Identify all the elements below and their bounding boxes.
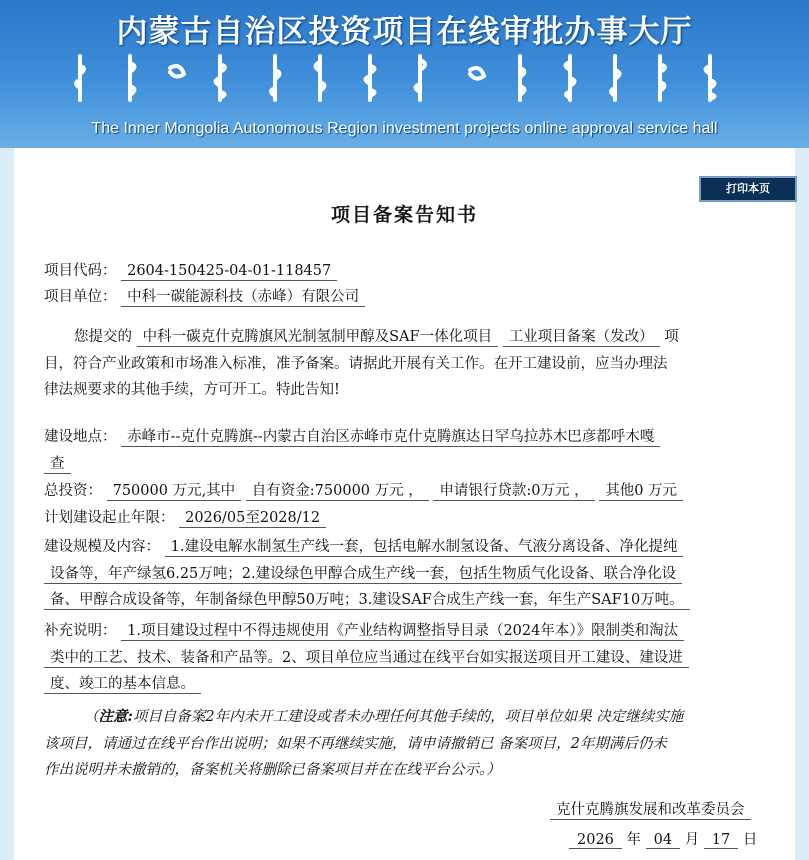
- location-label: 建设地点：: [44, 429, 117, 445]
- other-fund-value: 其他0 万元: [599, 483, 683, 501]
- issue-date: [569, 828, 757, 849]
- date-month-unit: 月: [684, 832, 700, 848]
- period-row: [44, 505, 326, 531]
- print-button[interactable]: 打印本页: [699, 176, 797, 202]
- scale-line-1: 1.建设电解水制氢生产线一套，包括电解水制氢设备、气液分离设备、净化提纯: [165, 539, 684, 557]
- note-bold-label: 注意:: [98, 708, 133, 725]
- investment-row: [44, 478, 683, 504]
- supplement-label: 补充说明：: [44, 623, 117, 639]
- banner-title-english: The Inner Mongolia Autonomous Region investment projects online approval service hall: [91, 120, 718, 137]
- project-code-row: [44, 258, 337, 284]
- scale-label: 建设规模及内容：: [44, 539, 160, 555]
- date-day-unit: 日: [742, 832, 758, 848]
- project-unit-row: [44, 284, 365, 310]
- document-title: 项目备案告知书: [330, 204, 478, 226]
- investment-label: 总投资：: [44, 483, 102, 499]
- header-banner: [0, 0, 809, 148]
- banner-title-chinese: 内蒙古自治区投资项目在线审批办事大厅: [116, 14, 693, 50]
- project-code-label: 项目代码：: [44, 263, 117, 279]
- self-fund-value: 自有资金:750000 万元 ，: [246, 483, 429, 501]
- bank-loan-value: 申请银行贷款:0万元 ，: [433, 483, 594, 501]
- intro-project-name: 中科一碳克什克腾旗风光制氢制甲醇及SAF一体化项目: [137, 329, 498, 347]
- location-row: [44, 424, 774, 477]
- note-line-3: 作出说明并未撤销的，备案机关将删除已备案项目并在在线平台公示。）: [44, 762, 501, 778]
- investment-total: 750000 万元,其中: [107, 483, 242, 501]
- supplement-line-3: 度、竣工的基本信息。: [44, 676, 201, 694]
- intro-prefix: 您提交的: [74, 329, 132, 345]
- supplement-line-2: 类中的工艺、技术、装备和产品等。2、项目单位应当通过在线平台如实报送项目开工建设、建设进: [44, 650, 689, 668]
- date-month: 04: [646, 832, 680, 849]
- period-label: 计划建设起止年限：: [44, 510, 175, 526]
- scale-line-3: 备、甲醇合成设备等，年制备绿色甲醇50万吨；3.建设SAF合成生产线一套，年生产SAF10万吨。: [44, 592, 690, 610]
- date-day: 17: [704, 832, 738, 849]
- date-year-unit: 年: [626, 832, 642, 848]
- location-value-cont: 查: [44, 456, 71, 474]
- attention-note: [44, 704, 774, 784]
- supplement-line-1: 1.项目建设过程中不得违规使用《产业结构调整指导目录（2024年本）》限制类和淘汰: [121, 623, 684, 641]
- intro-line-3: 律法规要求的其他手续，方可开工。特此告知!: [44, 382, 340, 398]
- issuer-name-wrap: [550, 798, 751, 819]
- project-unit-label: 项目单位：: [44, 289, 117, 305]
- scale-line-2: 设备等，年产绿氢6.25万吨；2.建设绿色甲醇合成生产线一套，包括生物质气化设备、联合净化设: [44, 566, 682, 584]
- date-year: 2026: [569, 832, 622, 849]
- project-code-value: 2604-150425-04-01-118457: [121, 263, 337, 281]
- project-unit-value: 中科一碳能源科技（赤峰）有限公司: [121, 289, 365, 307]
- note-line-1: 项目自备案2年内未开工建设或者未办理任何其他手续的，项目单位如果 决定继续实施: [132, 709, 684, 725]
- supplement-row: [44, 618, 774, 698]
- intro-line-2: 目，符合产业政策和市场准入标准，准予备案。请据此开展有关工作。在开工建设前，应当办理法: [44, 355, 668, 372]
- scale-row: [44, 534, 774, 614]
- notice-document: [14, 148, 795, 860]
- note-line-2: 该项目，请通过在线平台作出说明；如果不再继续实施，请申请撤销已 备案项目，2年期满后仍未: [44, 735, 667, 752]
- intro-paragraph: [44, 324, 774, 404]
- period-value: 2026/05至2028/12: [179, 510, 326, 528]
- issuer-name: 克什克腾旗发展和改革委员会: [550, 802, 751, 820]
- mongolian-script-title: [70, 48, 750, 108]
- note-open-paren: （: [84, 709, 99, 725]
- intro-filing-type: 工业项目备案（发改）: [503, 329, 660, 347]
- location-value: 赤峰市--克什克腾旗--内蒙古自治区赤峰市克什克腾旗达日罕乌拉苏木巴彦都呼木嘎: [121, 429, 660, 447]
- intro-suffix: 项: [664, 329, 679, 345]
